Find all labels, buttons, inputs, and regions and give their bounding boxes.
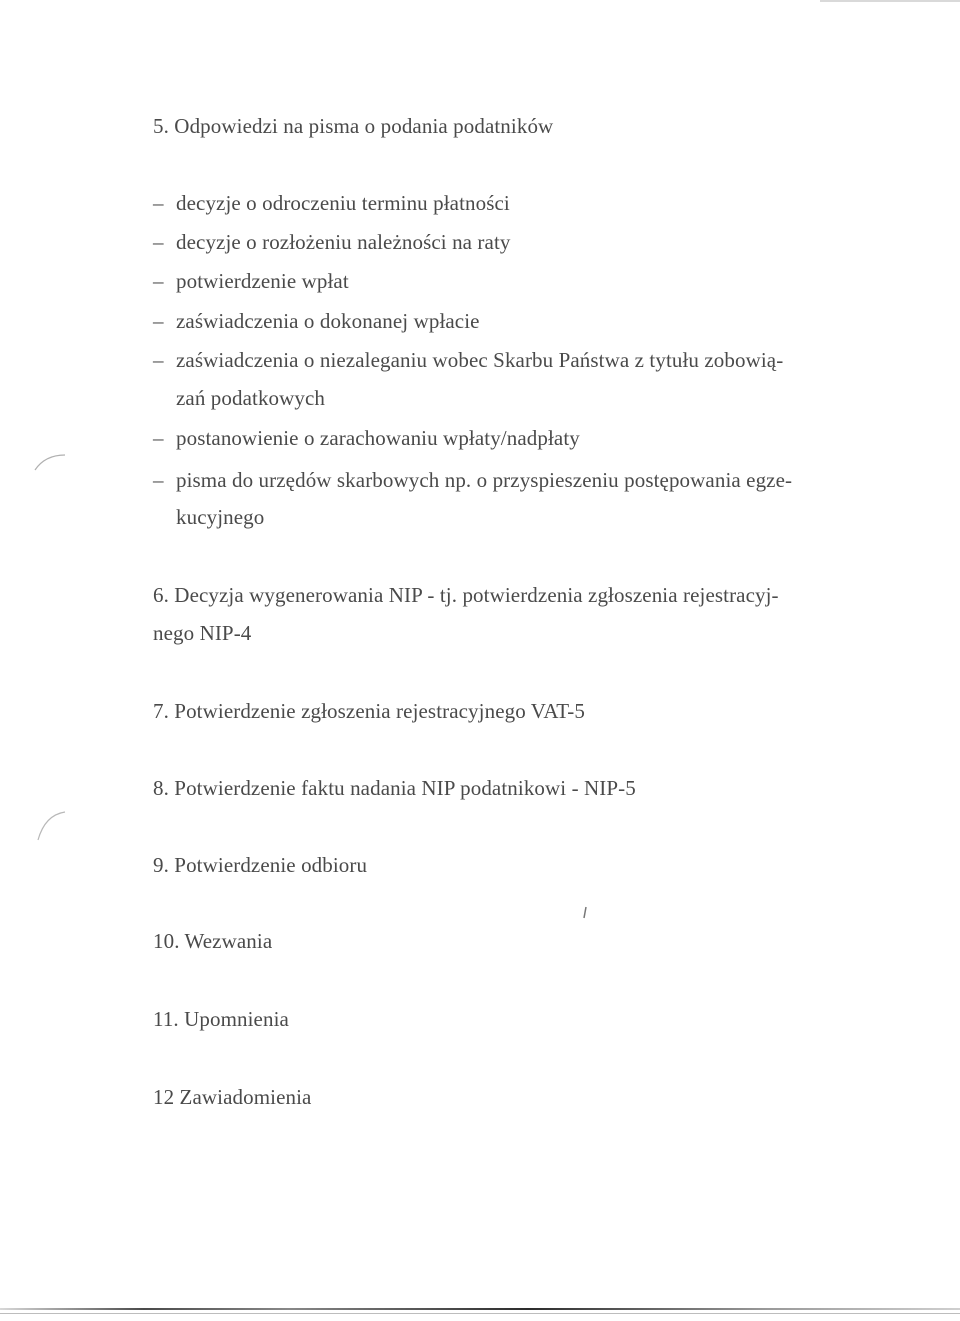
bullet-item: decyzje o odroczeniu terminu płatności [176, 191, 510, 215]
bullet-item: pisma do urzędów skarbowych np. o przyspieszeniu postępowania egze- [176, 468, 793, 492]
bullet-item: postanowienie o zarachowaniu wpłaty/nadpłaty [176, 426, 580, 450]
bullet-dash: – [153, 309, 164, 333]
bullet-dash: – [153, 426, 164, 450]
scan-bottom-edge [0, 1308, 960, 1310]
section-5-heading: 5. Odpowiedzi na pisma o podania podatników [153, 114, 554, 138]
section-6-continuation: nego NIP-4 [153, 621, 252, 645]
scan-arc-mark [20, 440, 70, 480]
bullet-dash: – [153, 468, 164, 492]
bullet-item: zaświadczenia o dokonanej wpłacie [176, 309, 480, 333]
bullet-item: decyzje o rozłożeniu należności na raty [176, 230, 511, 254]
bullet-item: zaświadczenia o niezaleganiu wobec Skarbu Państwa z tytułu zobowią- [176, 348, 784, 372]
section-6-heading: 6. Decyzja wygenerowania NIP - tj. potwierdzenia zgłoszenia rejestracyj- [153, 583, 779, 607]
bullet-continuation: kucyjnego [176, 505, 265, 529]
bullet-continuation: zań podatkowych [176, 386, 326, 410]
bullet-dash: – [153, 230, 164, 254]
section-12-heading: 12 Zawiadomienia [153, 1085, 312, 1109]
section-7-heading: 7. Potwierdzenie zgłoszenia rejestracyjnego VAT-5 [153, 699, 585, 723]
section-8-heading: 8. Potwierdzenie faktu nadania NIP podatnikowi - NIP-5 [153, 776, 636, 800]
bullet-dash: – [153, 191, 164, 215]
bullet-dash: – [153, 348, 164, 372]
scan-bottom-edge [0, 1313, 960, 1314]
scan-top-edge [820, 0, 960, 2]
section-11-heading: 11. Upomnienia [153, 1007, 289, 1031]
section-9-heading: 9. Potwierdzenie odbioru [153, 853, 368, 877]
scan-speck [580, 905, 592, 921]
section-10-heading: 10. Wezwania [153, 929, 273, 953]
bullet-item: potwierdzenie wpłat [176, 269, 349, 293]
bullet-dash: – [153, 269, 164, 293]
scan-arc-mark [20, 800, 70, 860]
